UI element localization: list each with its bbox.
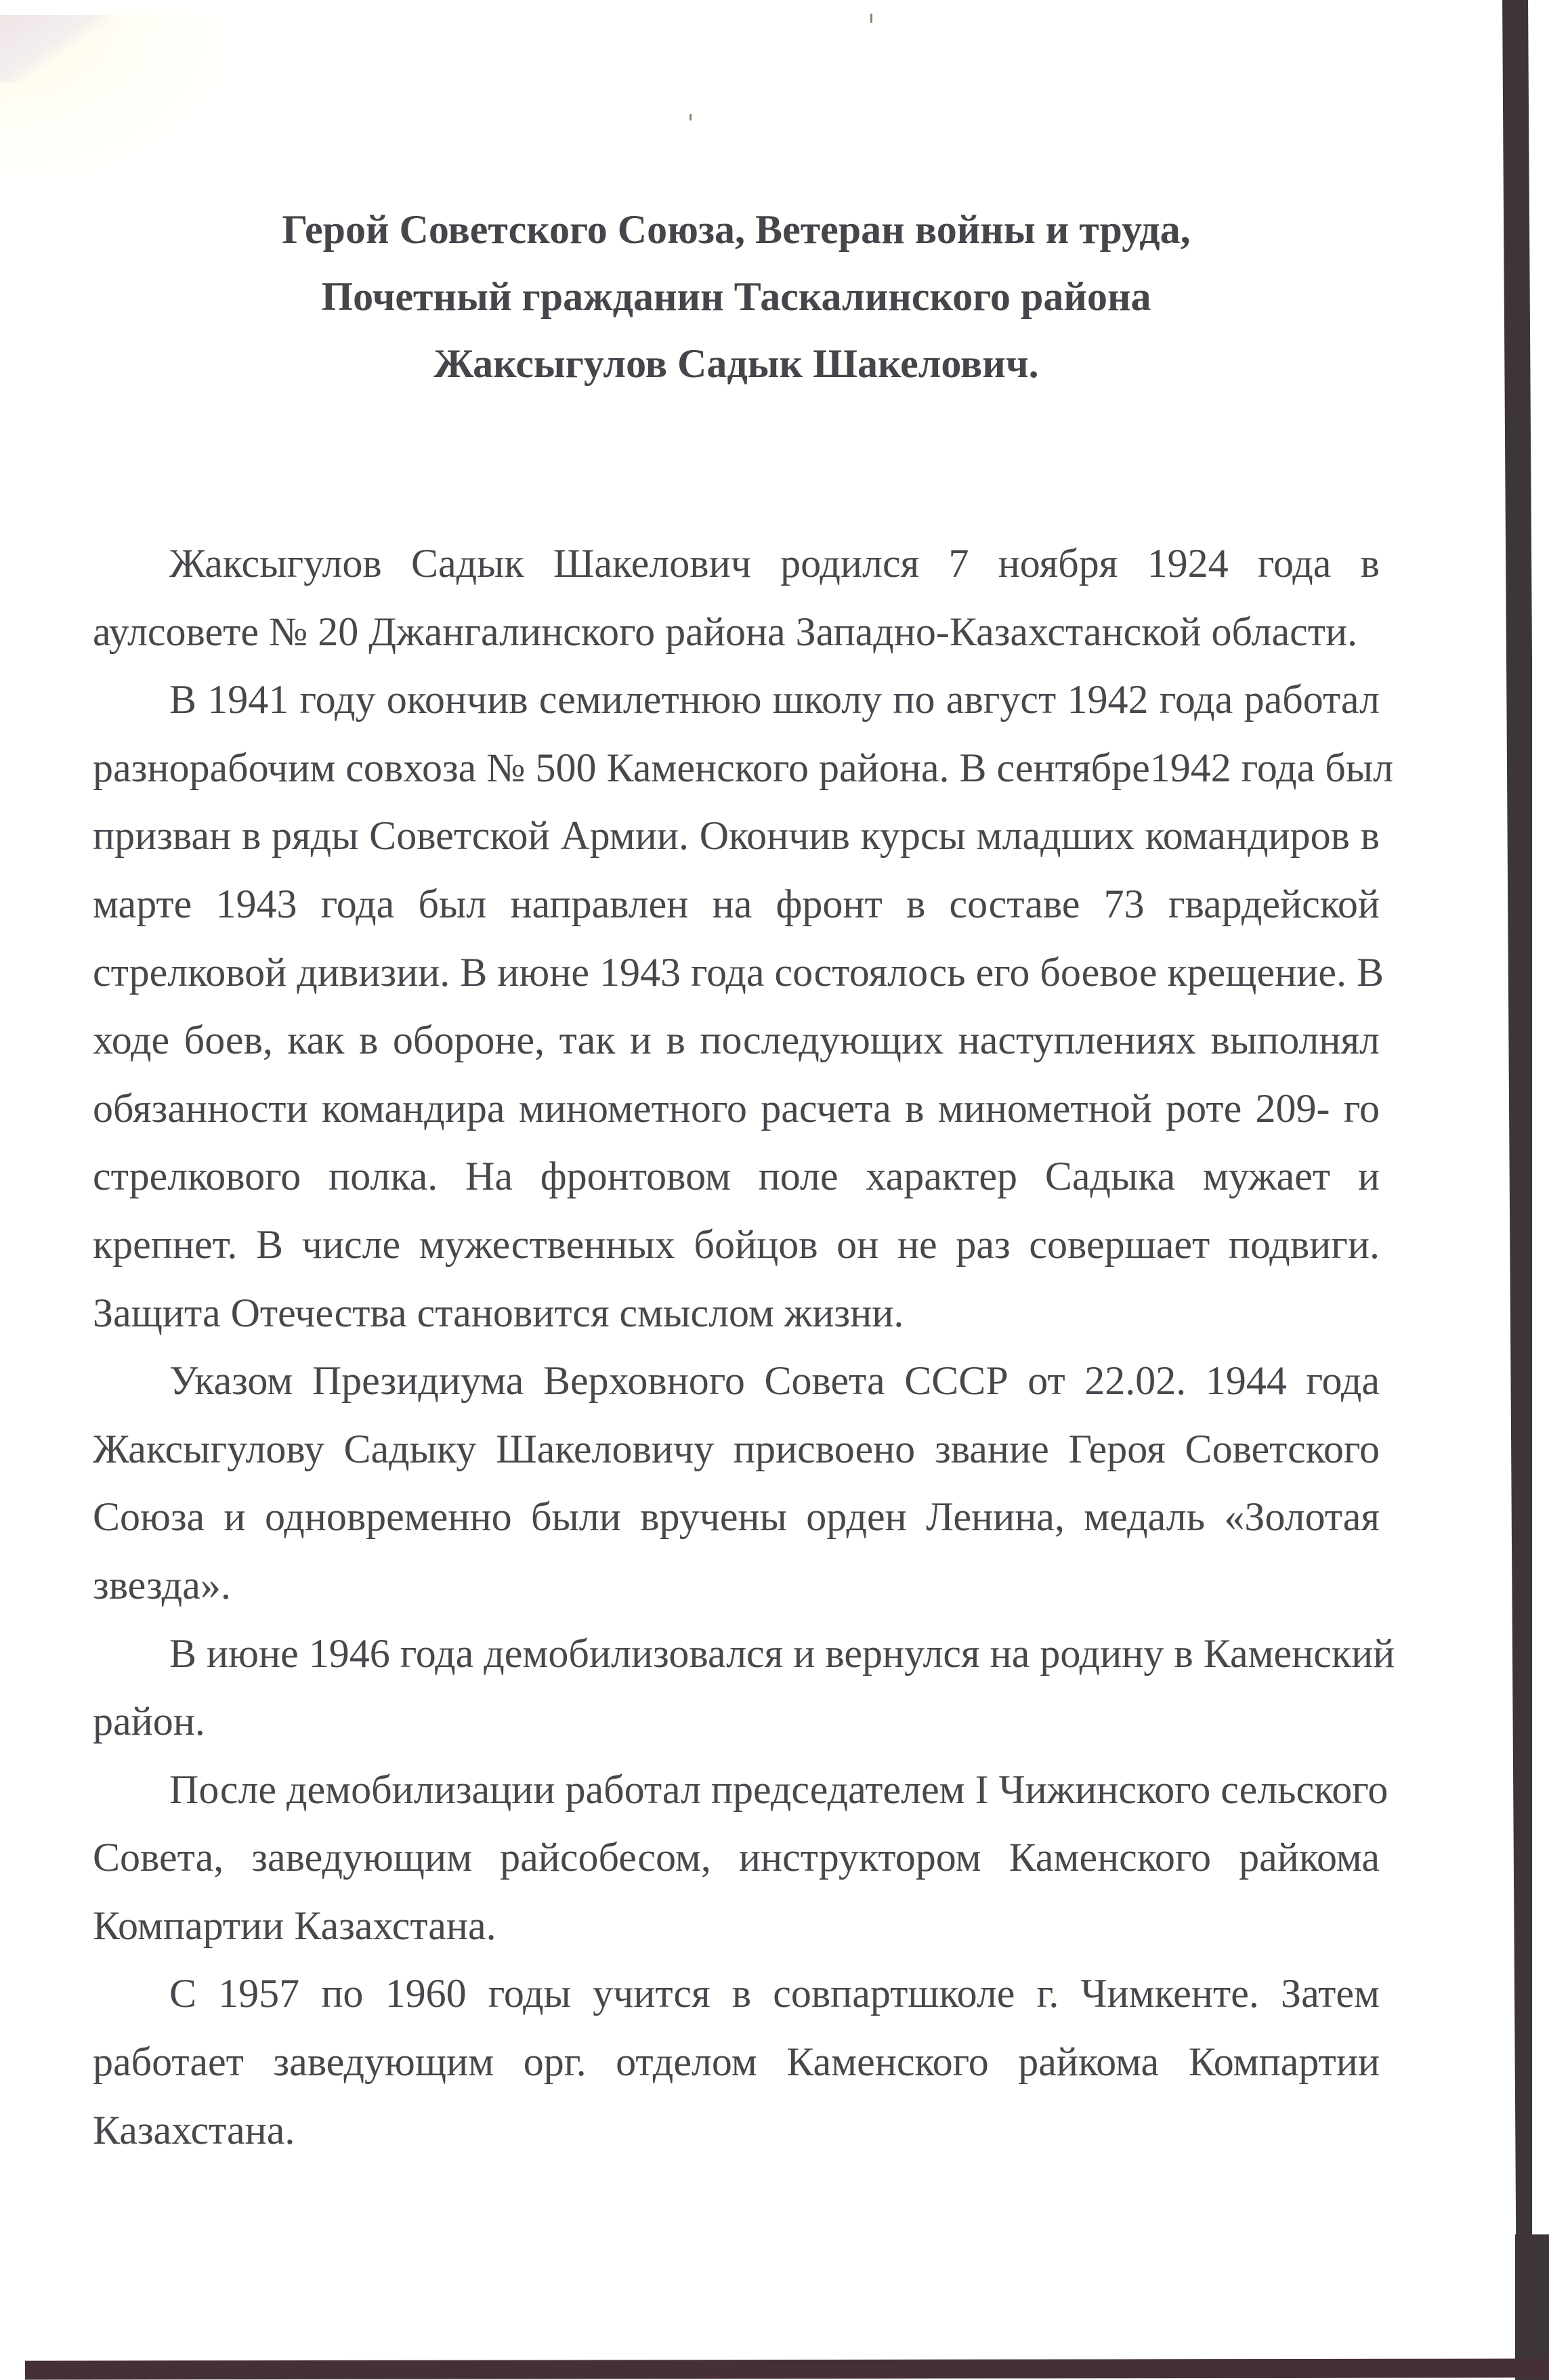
paragraph-demobilization	[93, 1620, 1395, 1756]
text-line: аулсовете № 20 Джангалинского района Западно-Казахстанской области.	[93, 609, 1358, 654]
text-line: Союза и одновременно были вручены орден Ленина, медаль «Золотая	[93, 1494, 1380, 1540]
text-line: призван в ряды Советской Армии. Окончив курсы младших командиров в	[93, 813, 1380, 859]
text-line: обязанности командира минометного расчета в минометной роте 209- го	[93, 1085, 1380, 1131]
title-line-citizen: Почетный гражданин Таскалинского района	[321, 274, 1151, 319]
text-line: район.	[93, 1699, 205, 1744]
text-line: После демобилизации работал председателем I Чижинского сельского	[169, 1767, 1388, 1812]
text-line: стрелкового полка. На фронтовом поле характер Садыка мужает и	[93, 1154, 1380, 1199]
text-line: В июне 1946 года демобилизовался и вернулся на родину в Каменский	[169, 1630, 1395, 1676]
paragraph-post-war-work	[93, 1756, 1388, 1960]
text-line: Защита Отечества становится смыслом жизни.	[93, 1290, 904, 1335]
text-line: Жаксыгулов Садык Шакелович родился 7 ноября 1924 года в	[169, 541, 1380, 586]
paragraph-party-school	[93, 1960, 1380, 2164]
text-line: Компартии Казахстана.	[93, 1903, 496, 1948]
paragraph-war-service	[93, 666, 1394, 1347]
text-line: Казахстана.	[93, 2107, 295, 2152]
text-line: звезда».	[93, 1562, 231, 1607]
text-line: стрелковой дивизии. В июне 1943 года состоялось его боевое крещение. В	[93, 949, 1384, 995]
text-line: Жаксыгулову Садыку Шакеловичу присвоено звание Героя Советского	[93, 1426, 1380, 1471]
scan-margin-right	[1532, 0, 1549, 2380]
paragraph-award-decree	[93, 1347, 1380, 1619]
text-line: Совета, заведующим райсобесом, инструктором Каменского райкома	[93, 1835, 1380, 1880]
text-line: крепнет. В числе мужественных бойцов он не раз совершает подвиги.	[93, 1221, 1380, 1267]
text-line: С 1957 по 1960 годы учится в совпартшколе г. Чимкенте. Затем	[169, 1971, 1380, 2016]
scan-edge-bottom	[25, 2358, 1549, 2379]
scan-corner-shadow	[0, 15, 108, 83]
text-line: разнорабочим совхоза № 500 Каменского района. В сентябре1942 года был	[93, 745, 1394, 790]
text-line: ходе боев, как в обороне, так и в последующих наступлениях выполнял	[93, 1018, 1380, 1063]
scan-speck	[870, 14, 872, 23]
text-line: работает заведующим орг. отделом Каменского райкома Компартии	[93, 2039, 1380, 2085]
document-body	[93, 529, 1395, 2164]
text-line: В 1941 году окончив семилетнюю школу по август 1942 года работал	[169, 677, 1380, 722]
title-line-name: Жаксыгулов Садык Шакелович.	[433, 341, 1039, 386]
paragraph-birth	[93, 529, 1380, 666]
title-line-honors: Герой Советского Союза, Ветеран войны и труда,	[282, 207, 1191, 252]
scan-speck	[689, 114, 692, 121]
text-line: марте 1943 года был направлен на фронт в составе 73 гвардейской	[93, 881, 1380, 926]
document-title	[93, 196, 1380, 397]
text-line: Указом Президиума Верховного Совета СССР от 22.02. 1944 года	[169, 1358, 1380, 1404]
